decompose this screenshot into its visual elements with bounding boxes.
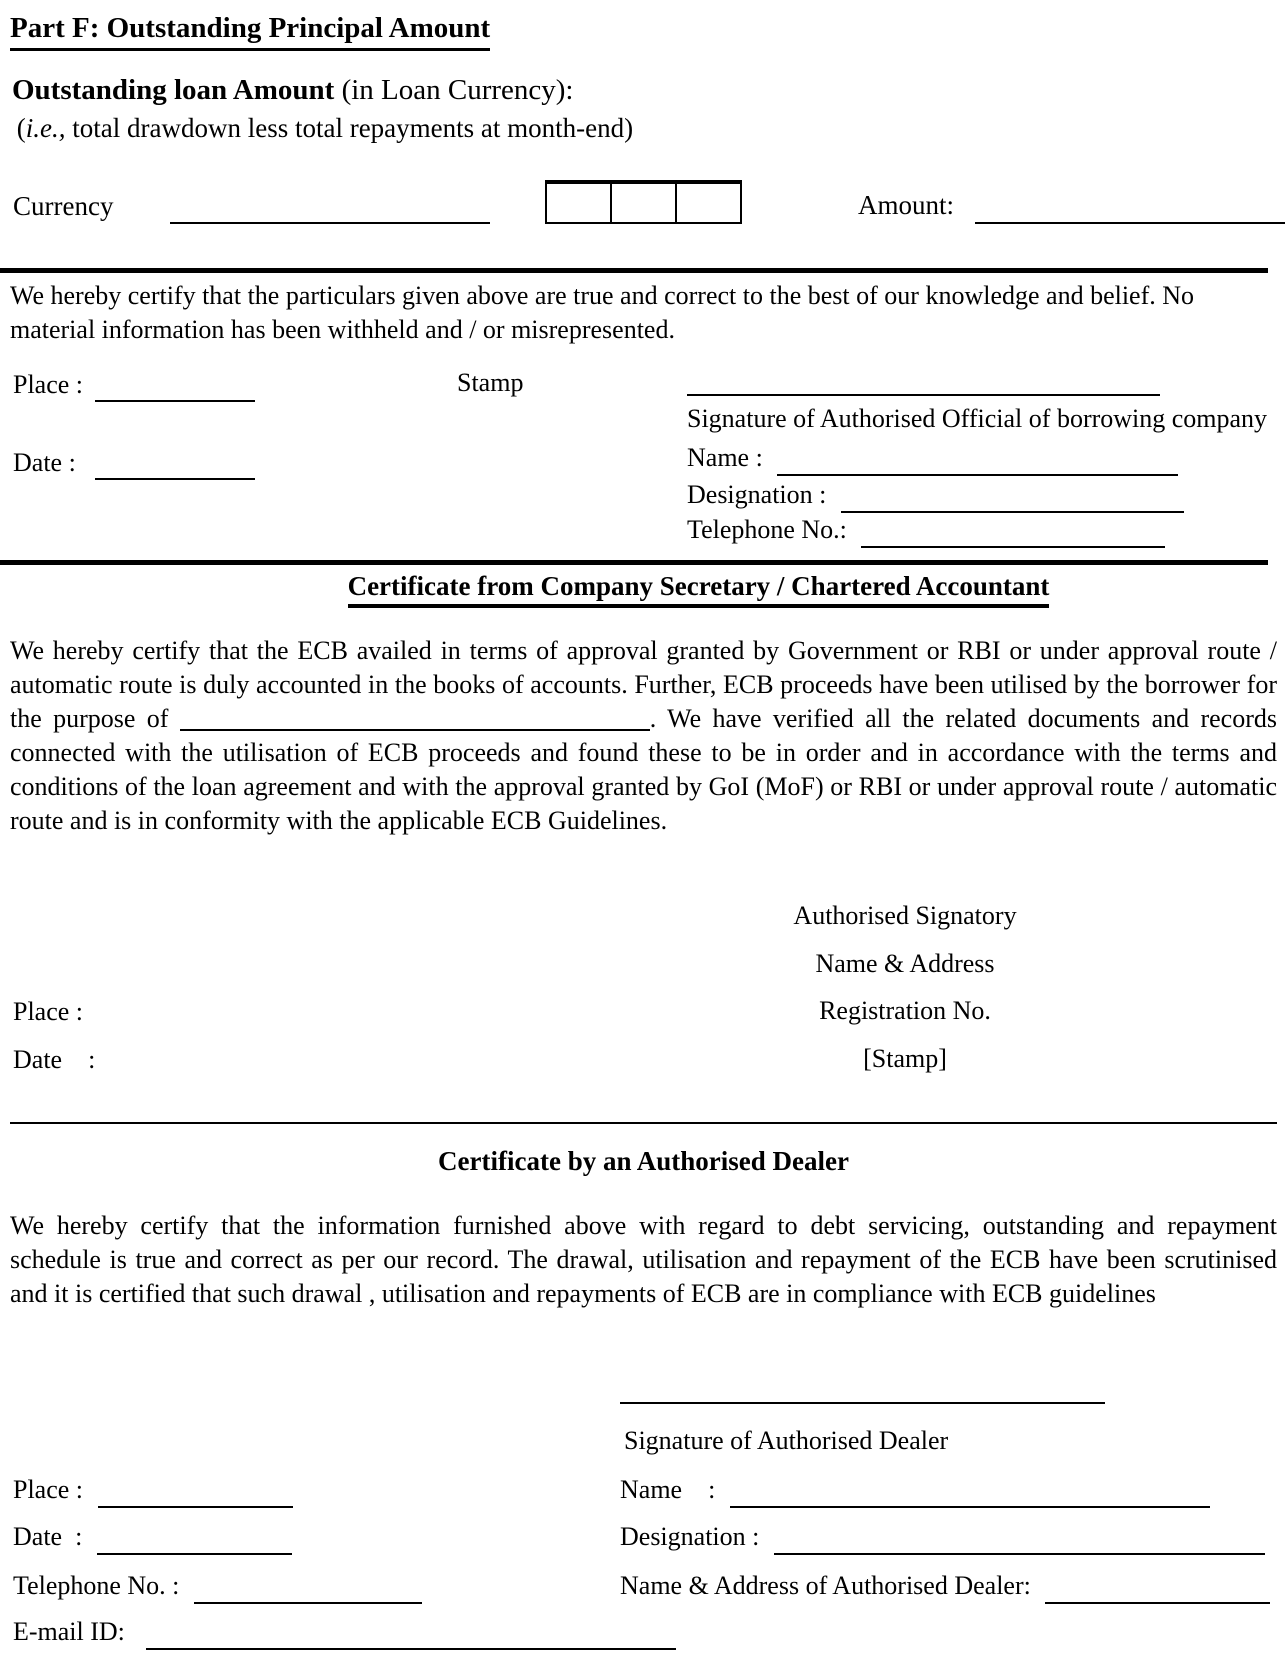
dealer-address-blank[interactable] xyxy=(1045,1570,1270,1604)
date-blank[interactable] xyxy=(95,478,255,480)
email-row xyxy=(13,1616,676,1650)
ad-place-row xyxy=(13,1474,293,1508)
email-label: E-mail ID: xyxy=(13,1617,138,1646)
ad-date-row xyxy=(13,1521,292,1555)
outstanding-amount-heading: Outstanding loan Amount (in Loan Currency): xyxy=(12,74,574,106)
ad-telephone-row xyxy=(13,1570,422,1604)
currency-code-cell-3[interactable] xyxy=(675,184,740,222)
dealer-address-label: Name & Address of Authorised Dealer: xyxy=(620,1571,1038,1600)
ad-signature-line[interactable] xyxy=(620,1402,1105,1404)
ad-designation-blank[interactable] xyxy=(774,1521,1265,1555)
authorised-signatory-label: Authorised Signatory xyxy=(793,901,1017,930)
ad-telephone-blank[interactable] xyxy=(194,1570,422,1604)
borrower-certification-text: We hereby certify that the particulars given above are true and correct to the best of our knowledge and belief. No material information has been withheld and / or misrepresented. xyxy=(10,281,1195,344)
ad-certificate-heading: Certificate by an Authorised Dealer xyxy=(438,1146,849,1176)
currency-label: Currency xyxy=(13,191,114,221)
place-label: Place : xyxy=(13,370,84,399)
ad-place-label: Place : xyxy=(13,1475,90,1504)
ad-name-label: Name : xyxy=(620,1475,722,1504)
cs-date-label: Date : xyxy=(13,1045,96,1074)
section-divider-3 xyxy=(10,1122,1277,1124)
stamp-label: Stamp xyxy=(457,368,524,397)
ad-name-blank[interactable] xyxy=(730,1474,1210,1508)
ad-place-blank[interactable] xyxy=(98,1474,293,1508)
borrower-designation-blank[interactable] xyxy=(841,479,1184,513)
borrower-designation-row xyxy=(687,479,1287,513)
borrower-name-label: Name : xyxy=(687,443,770,472)
amount-blank[interactable] xyxy=(975,222,1285,224)
dealer-address-row xyxy=(620,1570,1287,1604)
borrower-signature-caption: Signature of Authorised Official of borrowing company xyxy=(687,404,1268,433)
registration-no-label: Registration No. xyxy=(819,996,991,1025)
borrower-name-blank[interactable] xyxy=(777,442,1178,476)
ad-telephone-label: Telephone No. : xyxy=(13,1571,186,1600)
borrower-signature-line[interactable] xyxy=(687,394,1160,396)
borrower-telephone-blank[interactable] xyxy=(861,514,1165,548)
ad-date-label: Date : xyxy=(13,1522,89,1551)
ad-name-row xyxy=(620,1474,1287,1508)
stamp-bracket-label: [Stamp] xyxy=(863,1044,947,1073)
borrower-name-row xyxy=(687,442,1287,476)
purpose-blank[interactable] xyxy=(180,709,650,731)
currency-code-box xyxy=(545,180,742,224)
currency-code-cell-1[interactable] xyxy=(547,184,610,222)
drawdown-note: (i.e., total drawdown less total repayments at month-end) xyxy=(10,113,634,143)
ad-date-blank[interactable] xyxy=(97,1521,292,1555)
cs-certificate-paragraph: We hereby certify that the ECB availed in terms of approval granted by Government or RBI or under approval route / automatic route is duly accounted in the books of accounts. Further, ECB proceeds have been utilised by the borrower for the purpose of . We have verified all the related documents and records connected with the utilisation of ECB proceeds and found these to be in order and in accordance with the terms and conditions of the loan agreement and with the approval granted by GoI (MoF) or RBI or under approval route / automatic route and is in conformity with the applicable ECB Guidelines. xyxy=(10,636,1277,835)
name-address-label: Name & Address xyxy=(815,949,995,978)
ad-signature-caption: Signature of Authorised Dealer xyxy=(624,1426,949,1455)
ad-designation-row xyxy=(620,1521,1287,1555)
date-label: Date : xyxy=(13,448,76,477)
cs-certificate-heading: Certificate from Company Secretary / Chartered Accountant xyxy=(0,571,1287,608)
ad-certificate-paragraph: We hereby certify that the information furnished above with regard to debt servicing, outstanding and repayment schedule is true and correct as per our record. The drawal, utilisation and repayment of the ECB have been scrutinised and it is certified that such drawal , utilisation and repayments of ECB are in compliance with ECB guidelines xyxy=(10,1211,1277,1308)
borrower-designation-label: Designation : xyxy=(687,480,833,509)
place-blank[interactable] xyxy=(95,400,255,402)
cs-place-label: Place : xyxy=(13,997,84,1026)
section-divider-2 xyxy=(0,560,1268,565)
currency-code-cell-2[interactable] xyxy=(610,184,675,222)
part-f-title: Part F: Outstanding Principal Amount xyxy=(10,12,490,51)
email-blank[interactable] xyxy=(146,1616,676,1650)
ad-designation-label: Designation : xyxy=(620,1522,766,1551)
currency-blank[interactable] xyxy=(170,222,490,224)
borrower-telephone-label: Telephone No.: xyxy=(687,515,854,544)
section-divider-1 xyxy=(0,268,1268,273)
amount-label: Amount: xyxy=(858,190,955,220)
borrower-telephone-row xyxy=(687,514,1287,548)
